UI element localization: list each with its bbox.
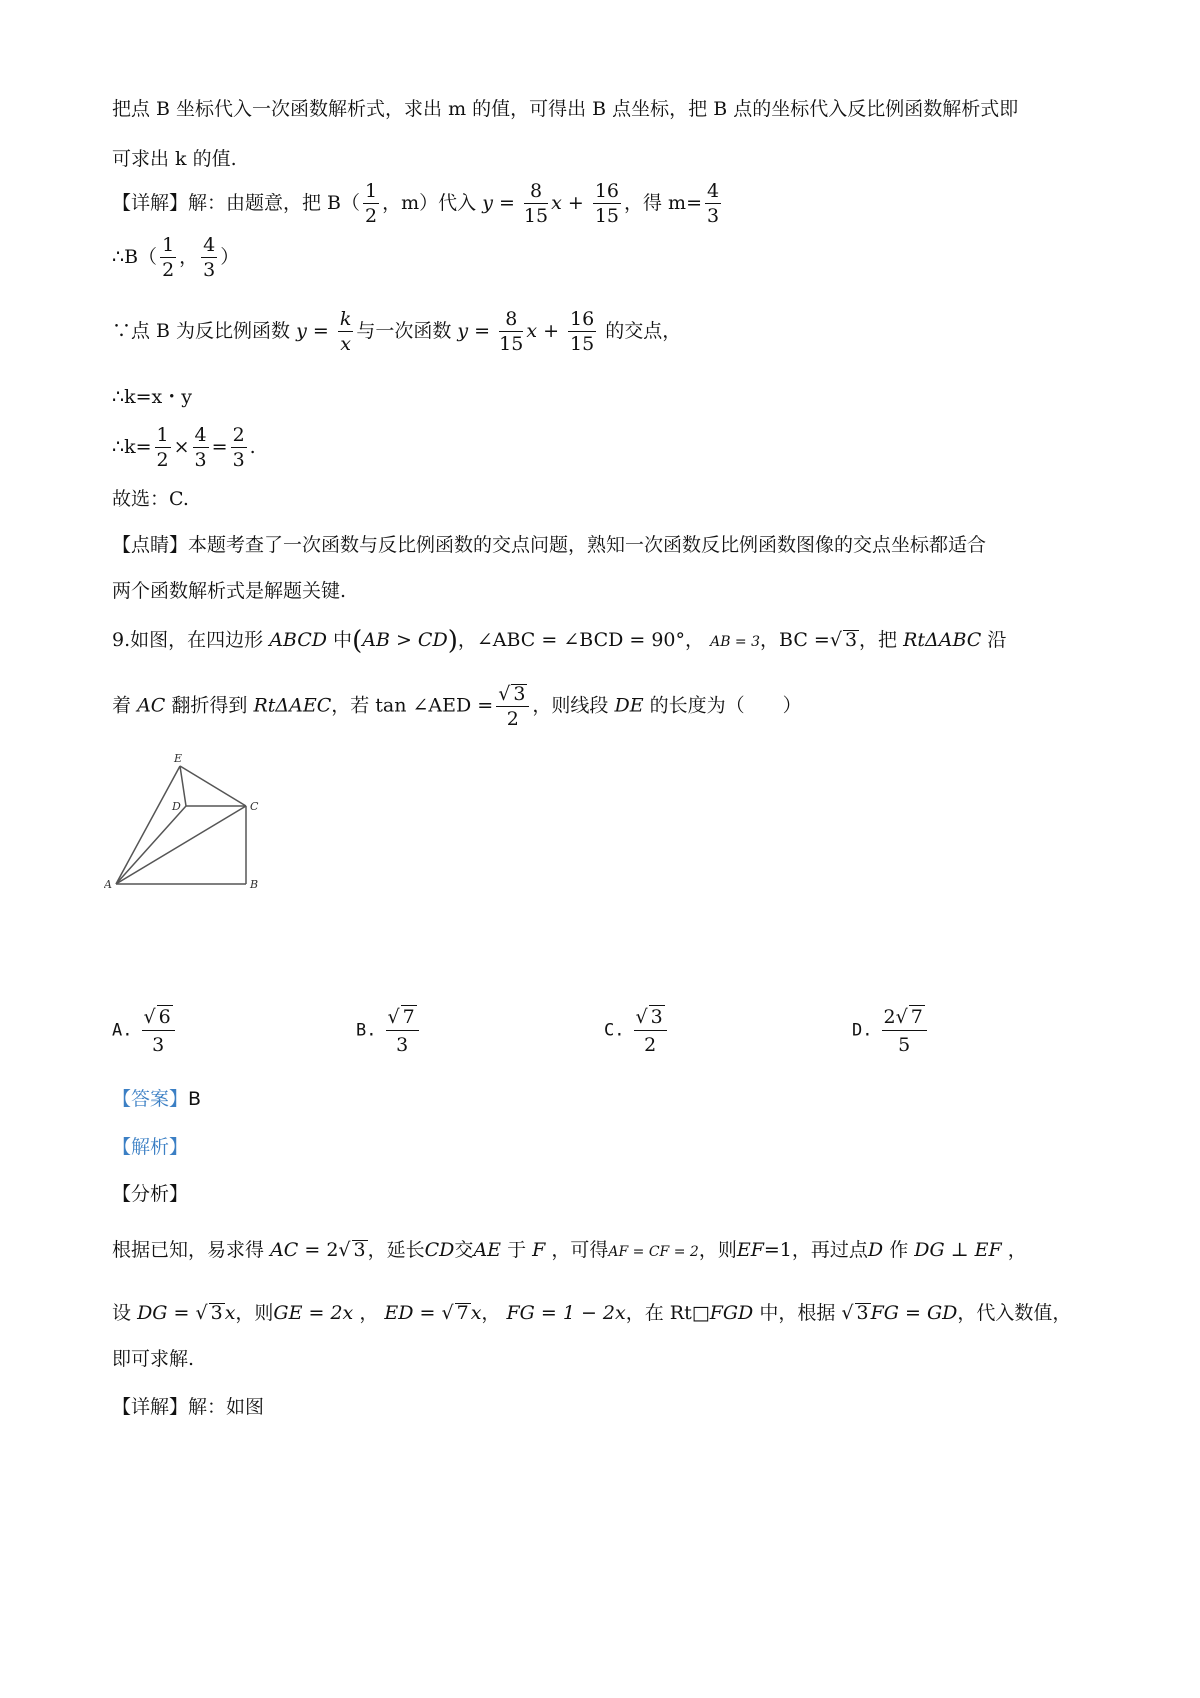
option-b[interactable]: B. $\frac{√ 7}{3}$ <box>356 1005 422 1056</box>
dianjing-line-1: 【点睛】本题考查了一次函数与反比例函数的交点问题，熟知一次函数反比例函数图像的交点坐标都适合 <box>112 534 987 556</box>
point-b-line: ∴B（ $\frac{1}{2}$ ， $\frac{4}{3}$ ） <box>112 234 240 281</box>
analysis-line-2: 可求出 k 的值. <box>112 148 237 170</box>
option-a[interactable]: A. $\frac{√ 6}{3}$ <box>112 1005 178 1056</box>
quadrilateral-figure <box>104 750 284 900</box>
fenxi-line: 【分析】 <box>112 1183 189 1205</box>
detail-line-1: 【详解】解：由题意，把 B（ $\frac{1}{2}$ ，m）代入 y = $\frac{8}{15}$ x + $\frac{16}{15}$ ，得 m= $\frac{4}{3}$ <box>112 180 720 227</box>
dianjing-line-2: 两个函数解析式是解题关键. <box>112 580 347 602</box>
because-line: ∵点 B 为反比例函数 y = $\frac{k}{x}$ 与一次函数 y = $\frac{8}{15}$ x + $\frac{16}{15}$ 的交点， <box>112 308 682 355</box>
label-e: E <box>174 752 183 765</box>
label-c: C <box>250 800 259 813</box>
question-9-line-2: 着 AC 翻折得到 RtΔAEC，若 tan ∠AED = $\frac{√ 3}{2}$ ，则线段 DE 的长度为（ ） <box>112 683 802 730</box>
label-a: A <box>104 878 112 891</box>
solution-line-3: 即可求解. <box>112 1348 195 1370</box>
option-d[interactable]: D. $\frac{2√ 7}{5}$ <box>852 1005 930 1056</box>
choose-line: 故选：C. <box>112 488 189 510</box>
solution-line-1: 根据已知，易求得 AC = 2√ 3 ，延长CD交AE 于 F ，可得AF = CF = 2，则EF=1，再过点D 作 DG ⊥ EF ， <box>112 1239 1027 1261</box>
answer-line: 【答案】B <box>112 1088 202 1110</box>
solution-line-2: 设 DG = √ 3 x，则GE = 2x ， ED = √ 7 x， FG = 1 − 2x，在 Rt□FGD 中，根据 √ 3 FG = GD，代入数值， <box>112 1302 1072 1324</box>
label-b: B <box>250 878 259 891</box>
label-d: D <box>172 800 181 813</box>
question-9-line-1: 9.如图，在四边形 ABCD 中(AB > CD)，∠ABC = ∠BCD = 90°， AB = 3，BC =√ 3 ，把 RtΔABC 沿 <box>112 626 1007 656</box>
jiexi-line: 【解析】 <box>112 1136 189 1158</box>
option-c[interactable]: C. $\frac{√ 3}{2}$ <box>604 1005 670 1056</box>
k-line-1: ∴k=x・y <box>112 386 192 408</box>
analysis-line-1: 把点 B 坐标代入一次函数解析式，求出 m 的值，可得出 B 点坐标，把 B 点的坐标代入反比例函数解析式即 <box>112 98 1019 120</box>
detail-line-last: 【详解】解：如图 <box>112 1396 265 1418</box>
k-line-2: ∴k= $\frac{1}{2}$ × $\frac{4}{3}$ = $\frac{2}{3}$ . <box>112 424 256 471</box>
